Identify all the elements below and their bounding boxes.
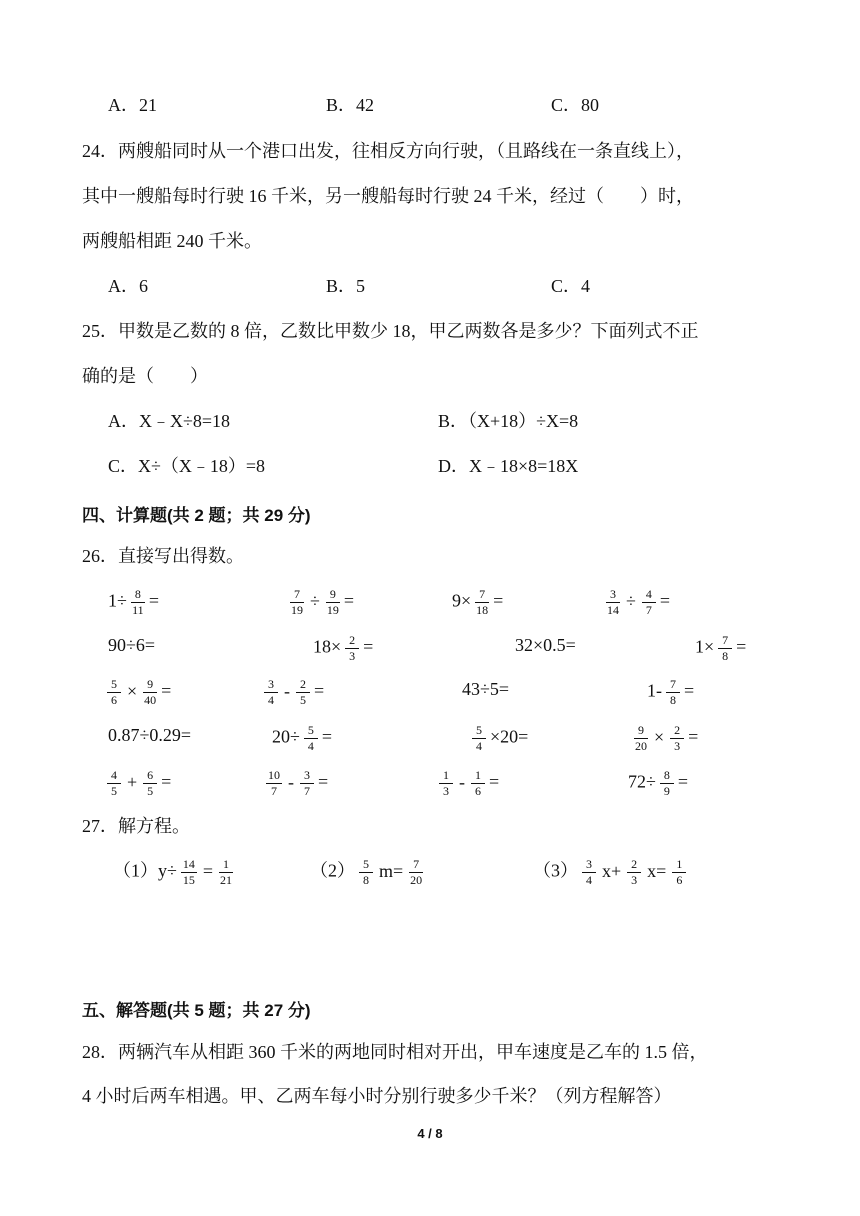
fraction: $\frac{2}{5}$	[296, 678, 310, 707]
q26-r1-c1: 1÷ $\frac{8}{11}$ =	[108, 587, 160, 617]
q23-option-a: A．21	[108, 95, 157, 115]
q26-r3-c4: 1- $\frac{7}{8}$ =	[647, 677, 695, 707]
q25-line2: 确的是（ ）	[82, 366, 208, 386]
q24-option-a: A．6	[108, 276, 148, 296]
q25-option-c: C．X÷（X﹣18）=8	[108, 456, 266, 476]
q27-equation-3: （3） $\frac{3}{4}$ x+ $\frac{2}{3}$ x= $\frac{1}{6}$	[533, 858, 690, 887]
fraction: $\frac{8}{11}$	[132, 587, 144, 617]
q26-r3-c3: 43÷5=	[462, 679, 510, 699]
q26-r4-c3: $\frac{5}{4}$ ×20=	[468, 724, 528, 753]
q26-r5-c2: $\frac{10}{7}$ - $\frac{3}{7}$ =	[268, 768, 329, 798]
q26-r1-c3: 9× $\frac{7}{18}$ =	[452, 587, 504, 617]
fraction: $\frac{7}{18}$	[476, 587, 489, 617]
fraction: $\frac{10}{7}$	[268, 768, 280, 798]
q26-r4-c1: 0.87÷0.29=	[108, 725, 192, 745]
fraction: $\frac{5}{4}$	[472, 724, 486, 753]
q24-line2: 其中一艘船每时行驶 16 千米，另一艘船每时行驶 24 千米，经过（ ）时，	[82, 186, 694, 206]
q24-option-b: B．5	[326, 276, 366, 296]
fraction: $\frac{7}{8}$	[718, 634, 732, 663]
q26-r2-c3: 32×0.5=	[515, 635, 576, 655]
q26-r5-c1: $\frac{4}{5}$ + $\frac{6}{5}$ =	[103, 769, 171, 798]
q28-line1: 28．两辆汽车从相距 360 千米的两地同时相对开出，甲车速度是乙车的 1.5 倍，	[82, 1042, 708, 1062]
q27-equation-1: （1）y÷ $\frac{14}{15}$ = $\frac{1}{21}$	[113, 857, 233, 887]
page-number: 4 / 8	[417, 1126, 443, 1141]
fraction: $\frac{2}{3}$	[345, 634, 359, 663]
q25-option-b: B．（X+18）÷X=8	[438, 411, 579, 431]
q25-line1: 25．甲数是乙数的 8 倍，乙数比甲数少 18，甲乙两数各是多少？下面列式不正	[82, 321, 699, 341]
q26-r2-c1: 90÷6=	[108, 635, 156, 655]
q23-option-b: B．42	[326, 95, 375, 115]
q26-r4-c2: 20÷ $\frac{5}{4}$ =	[272, 723, 333, 753]
q24-line3: 两艘船相距 240 千米。	[82, 231, 262, 251]
fraction: $\frac{3}{7}$	[300, 769, 314, 798]
q26-title: 26．直接写出得数。	[82, 546, 244, 566]
fraction: $\frac{1}{6}$	[471, 769, 485, 798]
fraction: $\frac{3}{4}$	[264, 678, 278, 707]
q26-r1-c4: $\frac{3}{14}$ ÷ $\frac{4}{7}$ =	[607, 587, 671, 617]
fraction: $\frac{1}{21}$	[220, 857, 233, 887]
fraction: $\frac{2}{3}$	[670, 724, 684, 753]
fraction: $\frac{2}{3}$	[627, 858, 641, 887]
section-5-heading: 五、解答题(共 5 题；共 27 分)	[82, 1001, 311, 1020]
q25-option-d: D．X﹣18×8=18X	[438, 456, 579, 476]
fraction: $\frac{6}{5}$	[143, 769, 157, 798]
q26-r2-c4: 1× $\frac{7}{8}$ =	[695, 633, 747, 663]
fraction: $\frac{9}{20}$	[635, 723, 647, 753]
fraction: $\frac{7}{8}$	[666, 678, 680, 707]
fraction: $\frac{7}{19}$	[291, 587, 303, 617]
fraction: $\frac{9}{40}$	[144, 677, 157, 707]
q27-equation-2: （2） $\frac{5}{8}$ m= $\frac{7}{20}$	[310, 857, 423, 887]
fraction: $\frac{1}{3}$	[439, 769, 453, 798]
q23-option-c: C．80	[551, 95, 600, 115]
fraction: $\frac{3}{14}$	[607, 587, 619, 617]
fraction: $\frac{9}{19}$	[326, 587, 339, 617]
q26-r3-c2: $\frac{3}{4}$ - $\frac{2}{5}$ =	[260, 678, 324, 707]
fraction: $\frac{4}{7}$	[642, 588, 656, 617]
fraction: $\frac{14}{15}$	[182, 857, 195, 887]
fraction: $\frac{7}{20}$	[410, 857, 423, 887]
q26-r1-c2: $\frac{7}{19}$ ÷ $\frac{9}{19}$ =	[291, 587, 355, 617]
fraction: $\frac{1}{6}$	[672, 858, 686, 887]
q26-r2-c2: 18× $\frac{2}{3}$ =	[313, 633, 374, 663]
q26-r5-c4: 72÷ $\frac{8}{9}$ =	[628, 768, 689, 798]
fraction: $\frac{8}{9}$	[660, 769, 674, 798]
q26-r3-c1: $\frac{5}{6}$ × $\frac{9}{40}$ =	[103, 678, 171, 707]
q24-option-c: C．4	[551, 276, 591, 296]
q28-line2: 4 小时后两车相遇。甲、乙两车每小时分别行驶多少千米？（列方程解答）	[82, 1086, 672, 1106]
section-4-heading: 四、计算题(共 2 题；共 29 分)	[82, 506, 311, 525]
q27-title: 27．解方程。	[82, 816, 190, 836]
q26-r4-c4: $\frac{9}{20}$ × $\frac{2}{3}$ =	[635, 723, 699, 753]
fraction: $\frac{5}{8}$	[359, 858, 373, 887]
fraction: $\frac{3}{4}$	[582, 858, 596, 887]
q24-line1: 24．两艘船同时从一个港口出发，往相反方向行驶，（且路线在一条直线上），	[82, 141, 694, 161]
fraction: $\frac{5}{4}$	[304, 724, 318, 753]
q26-r5-c3: $\frac{1}{3}$ - $\frac{1}{6}$ =	[435, 769, 499, 798]
fraction: $\frac{4}{5}$	[107, 769, 121, 798]
fraction: $\frac{5}{6}$	[107, 678, 121, 707]
q25-option-a: A．X﹣X÷8=18	[108, 411, 231, 431]
